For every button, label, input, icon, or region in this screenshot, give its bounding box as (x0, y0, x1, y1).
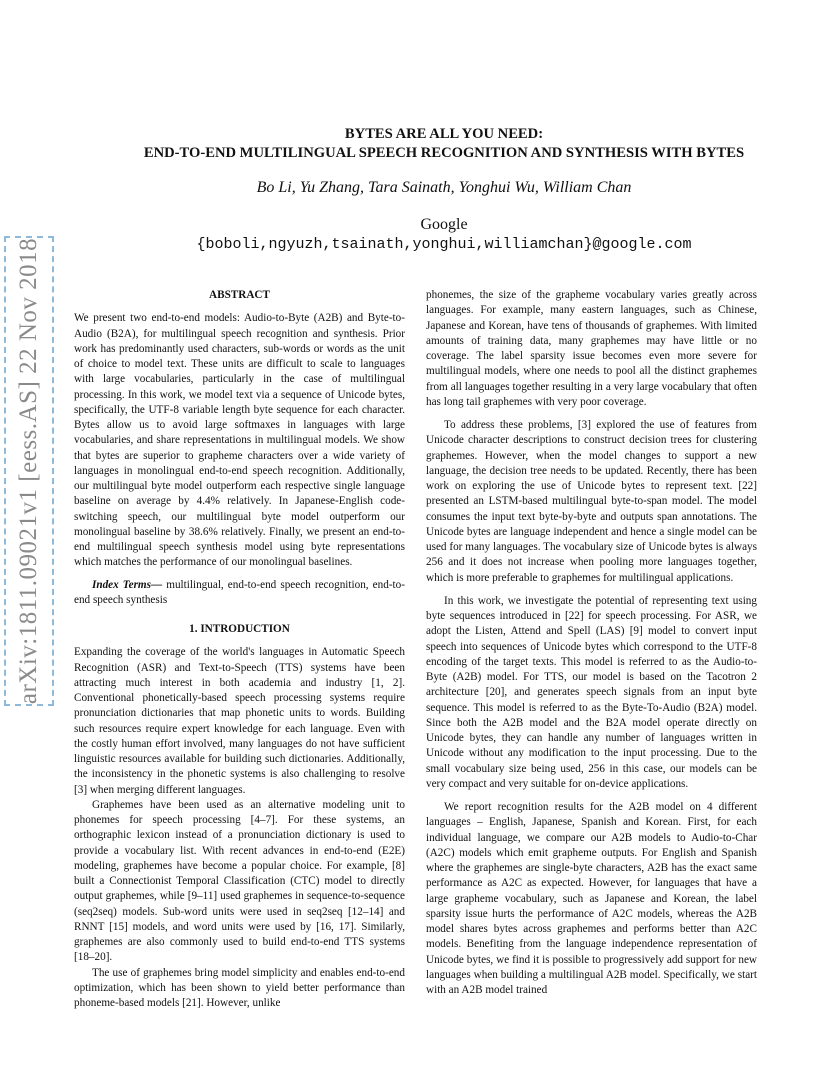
right-paragraph-4: We report recognition results for the A2B model on 4 different languages – English, Japanese, Spanish and Korean. First, for each individual language, we compare our A2B models to Audio-to-Char (A2C) models which emit grapheme outputs. For English and Spanish where the graphemes are single-byte characters, A2B has the exact same performance as A2C as expected. However, for languages that have a large grapheme vocabulary, such as Japanese and Korean, the label sparsity issue hurts the performance of A2C models, whereas the A2B model shares bytes across graphemes and performs better than A2C models. Benefiting from the language independence representation of Unicode bytes, we find it is possible to progressively add support for new languages when building a multilingual A2B model. Specifically, we start with an A2B model trained (426, 801, 757, 996)
right-paragraph-1: phonemes, the size of the grapheme vocabulary varies greatly across languages. For example, many eastern languages, such as Chinese, Japanese and Korean, have tens of thousands of graphemes. With limited amounts of training data, many graphemes may have little or no coverage. The label sparsity issue becomes even more severe for multilingual models, where one needs to pool all the distinct graphemes from all languages together resulting in a very large vocabulary that often has long tail graphemes with very poor coverage. (426, 289, 757, 408)
author-emails: {boboli,ngyuzh,tsainath,yonghui,williamchan}@google.com (196, 236, 692, 253)
index-terms-label: Index Terms— (92, 578, 163, 591)
title-line-1: BYTES ARE ALL YOU NEED: (344, 126, 544, 142)
intro-paragraph-3: The use of graphemes bring model simplicity and enables end-to-end optimization, which has been shown to yield better performance than phoneme-based models [21]. However, unlike (74, 966, 405, 1009)
right-paragraph-3: In this work, we investigate the potential of representing text using byte sequences introduced in [22] for speech processing. For ASR, we adopt the Listen, Attend and Spell (LAS) [9] model to convert input speech into sequences of Unicode bytes which correspond to the UTF-8 encoding of the target texts. This model is referred to as the Audio-to-Byte (A2B) model. For TTS, our model is based on the Tacotron 2 architecture [20], and generates speech signals from an input byte sequence. This model is referred to as the Byte-To-Audio (B2A) model. Since both the A2B model and the B2A model operate directly on Unicode bytes, they can handle any number of languages written in Unicode without any modification to the input processing. Due to the small vocabulary size being used, 256 in this case, our models can be very compact and very suitable for on-device applications. (426, 594, 757, 790)
index-terms (74, 578, 405, 609)
arxiv-id: arXiv:1811.09021v1 [eess.AS] 22 Nov 2018 (15, 237, 43, 705)
authors: Bo Li, Yu Zhang, Tara Sainath, Yonghui Wu, William Chan (256, 179, 632, 196)
intro-paragraph-2: Graphemes have been used as an alternative modeling unit to phonemes for speech processing [4–7]. For these systems, an orthographic lexicon instead of a pronunciation dictionary is used to provide a vocabulary list. With recent advances in end-to-end (E2E) modeling, graphemes have become a popular choice. For example, [8] built a Connectionist Temporal Classification (CTC) model to directly output graphemes, while [9–11] used graphemes in sequence-to-sequence (seq2seq) models. Sub-word units were used in seq2seq [12–14] and RNNT [15] models, and word units were used by [16, 17]. Similarly, graphemes are also commonly used to build end-to-end TTS systems [18–20]. (74, 798, 405, 964)
abstract-heading: ABSTRACT (209, 289, 270, 301)
arxiv-sidebar[interactable] (4, 236, 54, 706)
left-column (74, 288, 405, 1011)
abstract-text: We present two end-to-end models: Audio-to-Byte (A2B) and Byte-to-Audio (B2A), for multilingual speech recognition and synthesis. Prior work has predominantly used characters, sub-words or words as the unit of choice to model text. These units are difficult to scale to languages with large vocabularies, particularly in the case of multilingual processing. In this work, we model text via a sequence of Unicode bytes, specifically, the UTF-8 variable length byte sequence for each character. Bytes allow us to avoid large softmaxes in languages with large vocabularies, and share representations in multilingual models. We show that bytes are superior to grapheme characters over a wide variety of languages in monolingual end-to-end speech recognition. Additionally, our multilingual byte model outperform each respective single language baseline on average by 4.4% relatively. In Japanese-English code-switching speech, our multilingual byte model outperform our monolingual baseline by 38.6% relatively. Finally, we present an end-to-end multilingual speech synthesis model using byte representations which matches the performance of our monolingual baselines. (74, 312, 405, 569)
intro-paragraph-1: Expanding the coverage of the world's languages in Automatic Speech Recognition (ASR) and Text-to-Speech (TTS) systems have been attracting much interest in both academia and industry [1, 2]. Conventional phonetically-based speech processing systems require pronunciation dictionaries that map phonetic units to words. Building such resources require expert knowledge for each language. Even with the costly human effort involved, many languages do not have sufficient linguistic resources available for building such dictionaries. Additionally, the inconsistency in the phonetic systems is also challenging to resolve [3] when merging different languages. (74, 646, 405, 796)
affiliation: Google (420, 216, 468, 233)
right-paragraph-2: To address these problems, [3] explored the use of features from Unicode character descriptions to construct decision trees for clustering graphemes. However, when the model changes to support a new language, the decision tree needs to be updated. Recently, there has been work on exploring the use of Unicode bytes to represent text. [22] presented an LSTM-based multilingual byte-to-span model. The model consumes the input text byte-by-byte and outputs span annotations. The Unicode bytes are language independent and hence a single model can be used for many languages. The vocabulary size of Unicode bytes is always 256 and it does not increase when pooling more languages together, which is more preferable to graphemes for multilingual applications. (426, 419, 757, 584)
index-terms-text: multilingual, end-to-end speech recognition, end-to-end speech synthesis (74, 578, 405, 606)
paper-title (60, 125, 828, 163)
title-line-2: END-TO-END MULTILINGUAL SPEECH RECOGNITION AND SYNTHESIS WITH BYTES (143, 145, 745, 161)
intro-heading: 1. INTRODUCTION (189, 623, 290, 635)
right-column (426, 288, 757, 998)
